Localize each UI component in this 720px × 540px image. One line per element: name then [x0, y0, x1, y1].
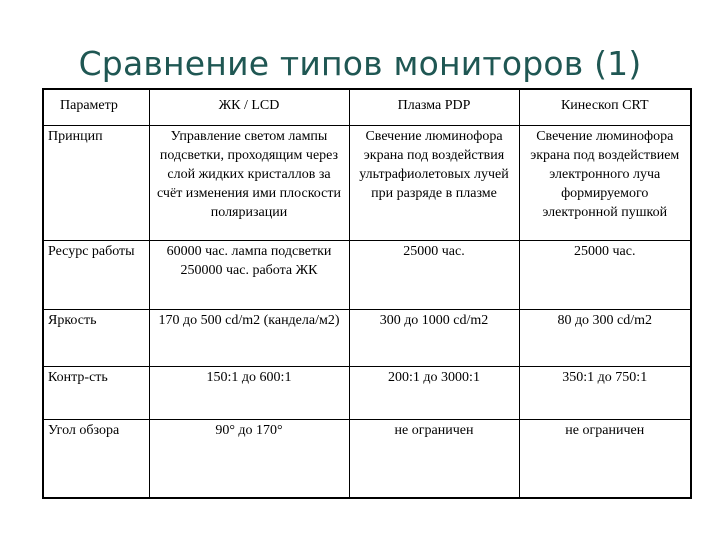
cell-pdp: 300 до 1000 cd/m2: [349, 310, 519, 367]
table-row: [43, 367, 691, 420]
comparison-table: [42, 88, 692, 499]
cell-pdp: не ограничен: [349, 420, 519, 499]
cell-crt: 25000 час.: [519, 241, 691, 310]
cell-pdp: Свечение люминофора экрана под воздействия ультрафиолетовых лучей при разряде в плазме: [349, 126, 519, 241]
cell-lcd: 90° до 170°: [149, 420, 349, 499]
header-crt: Кинескоп CRT: [519, 89, 691, 126]
header-lcd: ЖК / LCD: [149, 89, 349, 126]
slide-title: Сравнение типов мониторов (1): [78, 44, 642, 83]
cell-crt: 80 до 300 cd/m2: [519, 310, 691, 367]
table-row: [43, 241, 691, 310]
table-row: [43, 420, 691, 499]
row-label: Контр-сть: [43, 367, 149, 420]
cell-pdp: 200:1 до 3000:1: [349, 367, 519, 420]
table-row: [43, 126, 691, 241]
row-label: Яркость: [43, 310, 149, 367]
cell-crt: не ограничен: [519, 420, 691, 499]
table-row: [43, 310, 691, 367]
cell-lcd: 60000 час. лампа подсветки 250000 час. работа ЖК: [149, 241, 349, 310]
row-label: Ресурс работы: [43, 241, 149, 310]
header-pdp: Плазма PDP: [349, 89, 519, 126]
cell-crt: 350:1 до 750:1: [519, 367, 691, 420]
cell-crt: Свечение люминофора экрана под воздействием электронного луча формируемого электронной пушкой: [519, 126, 691, 241]
row-label: Принцип: [43, 126, 149, 241]
cell-lcd: 150:1 до 600:1: [149, 367, 349, 420]
cell-lcd: 170 до 500 cd/m2 (кандела/м2): [149, 310, 349, 367]
header-parameter: Параметр: [43, 89, 149, 126]
table-header-row: [43, 89, 691, 126]
row-label: Угол обзора: [43, 420, 149, 499]
cell-lcd: Управление светом лампы подсветки, проходящим через слой жидких кристаллов за счёт изменения ими плоскости поляризации: [149, 126, 349, 241]
cell-pdp: 25000 час.: [349, 241, 519, 310]
